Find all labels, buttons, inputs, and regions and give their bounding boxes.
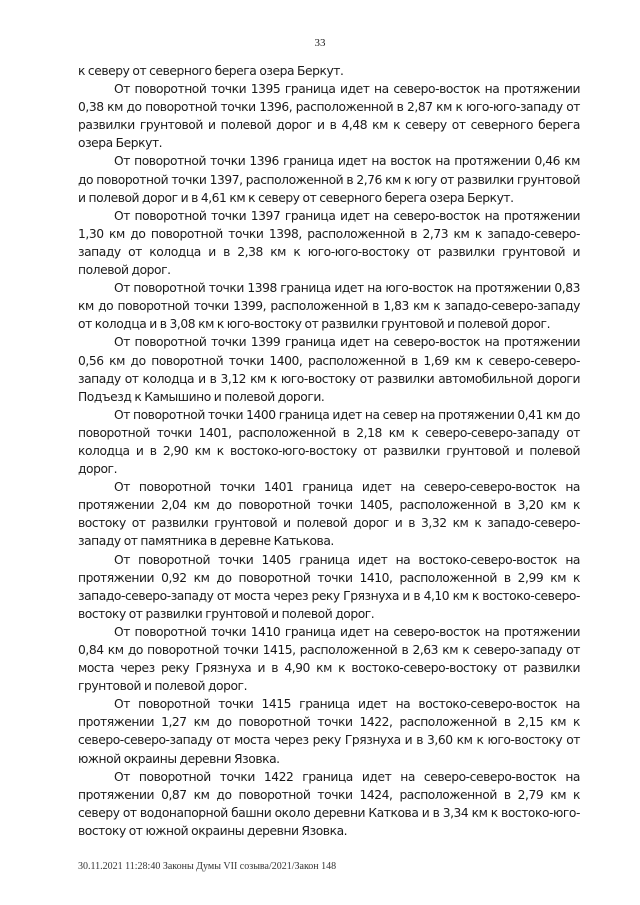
paragraph-continuation: к северу от северного берега озера Беркут.	[78, 64, 344, 78]
page-number: 33	[314, 37, 326, 49]
paragraph-1401: От поворотной точки 1401 граница идет на северо-северо-восток на протяжении 2,04 км до поворотной точки 1405, расположенной в 3,20 км к востоку от развилки грунтовой и полевой дорог и в 3,32 км к западо-северо-западу от памятника в деревне Катькова.	[78, 480, 580, 549]
paragraph-1395: От поворотной точки 1395 граница идет на северо-восток на протяжении 0,38 км до поворотной точки 1396, расположенной в 2,87 км к юго-юго-западу от развилки грунтовой и полевой дорог и в 4,48 км к северу от северного берега озера Беркут.	[78, 82, 580, 151]
paragraph-1422: От поворотной точки 1422 граница идет на северо-северо-восток на протяжении 0,87 км до поворотной точки 1424, расположенной в 2,79 км к северу от водонапорной башни около деревни Каткова и в 3,34 км к востоко-юго-востоку от южной окраины деревни Язовка.	[78, 769, 580, 838]
paragraph-1415: От поворотной точки 1415 граница идет на востоко-северо-восток на протяжении 1,27 км до поворотной точки 1422, расположенной в 2,15 км к северо-северо-западу от моста через реку Грязнуха и в 3,60 км к юго-востоку от южной окраины деревни Язовка.	[78, 697, 580, 766]
paragraph-1398: От поворотной точки 1398 граница идет на юго-восток на протяжении 0,83 км до поворотной точки 1399, расположенной в 1,83 км к западо-северо-западу от колодца и в 3,08 км к юго-востоку от развилки грунтовой и полевой дорог.	[78, 281, 580, 332]
document-footer: 30.11.2021 11:28:40 Законы Думы VII созыва/2021/Закон 148	[78, 861, 337, 872]
document-body	[78, 62, 580, 840]
paragraph-1399: От поворотной точки 1399 граница идет на северо-восток на протяжении 0,56 км до поворотной точки 1400, расположенной в 1,69 км к северо-северо-западу от колодца и в 3,12 км к юго-востоку от развилки автомобильной дороги Подъезд к Камышино и полевой дороги.	[78, 335, 580, 404]
paragraph-1410: От поворотной точки 1410 граница идет на северо-восток на протяжении 0,84 км до поворотной точки 1415, расположенной в 2,63 км к северо-западу от моста через реку Грязнуха и в 4,90 км к востоко-северо-востоку от развилки грунтовой и полевой дорог.	[78, 624, 580, 694]
paragraph-1396: От поворотной точки 1396 граница идет на восток на протяжении 0,46 км до поворотной точки 1397, расположенной в 2,76 км к югу от развилки грунтовой и полевой дорог и в 4,61 км к северу от северного берега озера Беркут.	[78, 154, 580, 205]
paragraph-1397: От поворотной точки 1397 граница идет на северо-восток на протяжении 1,30 км до поворотной точки 1398, расположенной в 2,73 км к западо-северо-западу от колодца и в 2,38 км к юго-юго-востоку от развилки грунтовой и полевой дорог.	[78, 208, 580, 278]
paragraph-1400: От поворотной точки 1400 граница идет на север на протяжении 0,41 км до поворотной точки 1401, расположенной в 2,18 км к северо-северо-западу от колодца и в 2,90 км к востоко-юго-востоку от развилки грунтовой и полевой дорог.	[78, 407, 580, 477]
paragraph-1405: От поворотной точки 1405 граница идет на востоко-северо-восток на протяжении 0,92 км до поворотной точки 1410, расположенной в 2,99 км к западо-северо-западу от моста через реку Грязнуха и в 4,10 км к востоко-северо-востоку от развилки грунтовой и полевой дорог.	[78, 552, 580, 621]
